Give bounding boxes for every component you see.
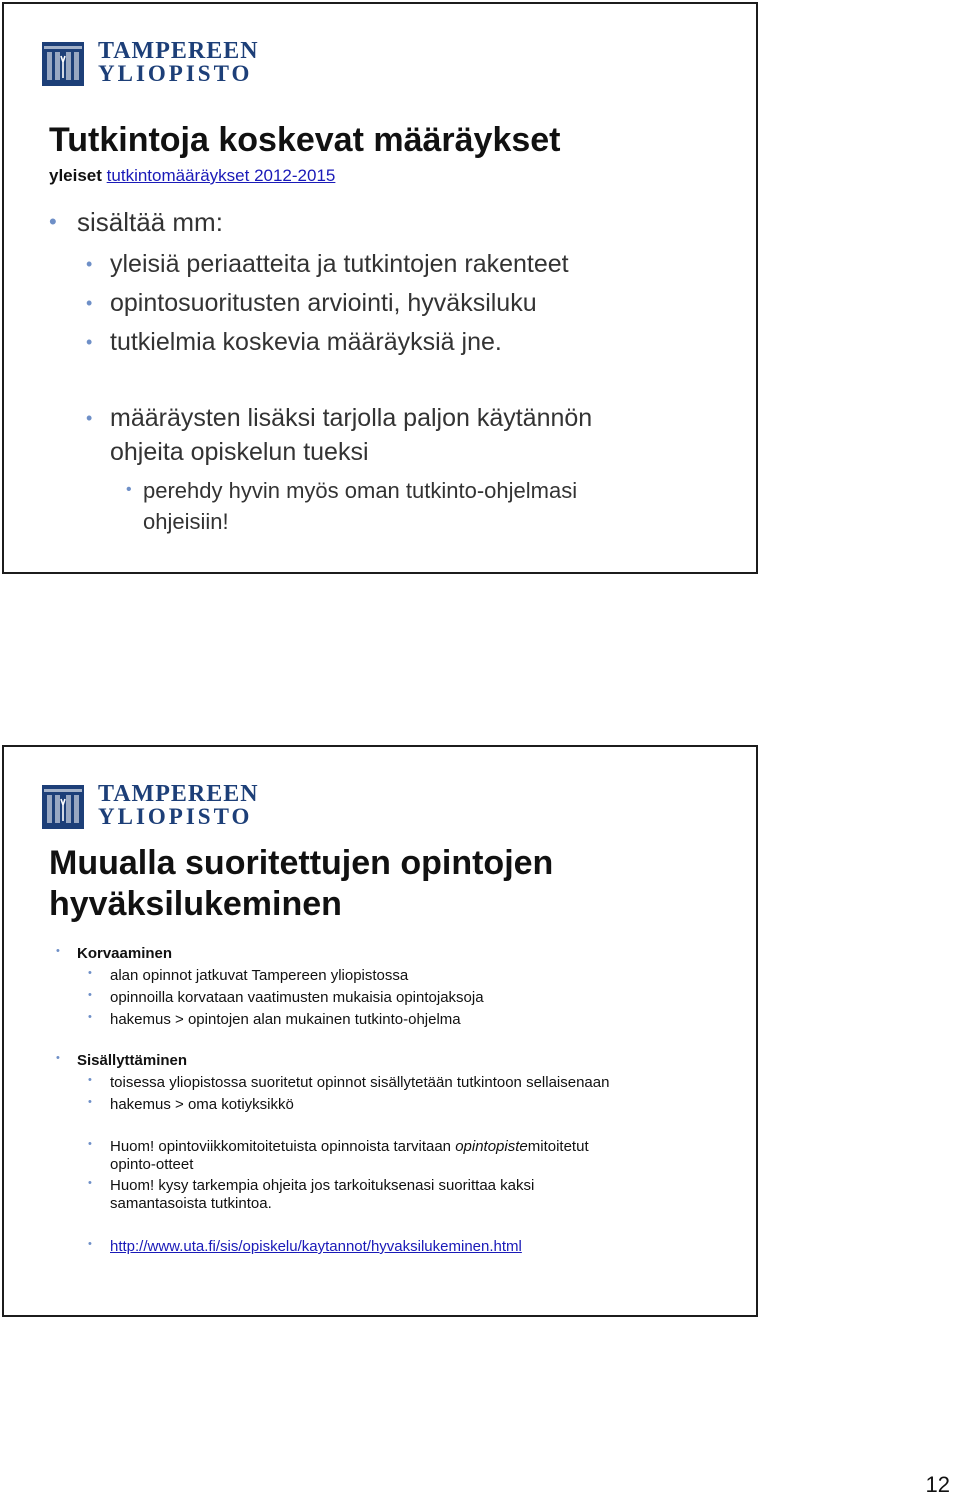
bullet-icon: • [56, 1052, 60, 1064]
list-item: määräysten lisäksi tarjolla paljon käytännön [110, 404, 593, 432]
bullet-icon: • [88, 1138, 92, 1150]
slide-2-title [49, 843, 553, 925]
note-credits: Huom! opintoviikkomitoitetuista opinnoista tarvitaan opintopistemitoitetut [110, 1138, 589, 1155]
slide-2-title-line-2: hyväksilukeminen [49, 885, 342, 923]
university-wordmark [98, 783, 259, 828]
wordmark-line-1: TAMPEREEN [98, 781, 259, 807]
slide-2 [2, 745, 758, 1317]
bullet-icon: • [88, 989, 92, 1001]
list-item: sisältää mm: [77, 207, 223, 237]
note-two-degrees: Huom! kysy tarkempia ohjeita jos tarkoituksenasi suorittaa kaksi [110, 1177, 535, 1194]
bullet-icon: • [88, 967, 92, 979]
bullet-icon: • [56, 945, 60, 957]
bullet-icon: • [88, 1011, 92, 1023]
bullet-icon: • [88, 1096, 92, 1108]
note-two-degrees-continuation: samantasoista tutkintoa. [110, 1195, 272, 1212]
slide-1 [2, 2, 758, 574]
list-item: perehdy hyvin myös oman tutkinto-ohjelmasi [143, 478, 578, 503]
university-wordmark [98, 40, 259, 85]
slide-1-title: Tutkintoja koskevat määräykset [49, 121, 561, 159]
university-emblem-icon [42, 42, 84, 86]
university-logo [42, 38, 274, 92]
list-item: hakemus > opintojen alan mukainen tutkinto-ohjelma [110, 1011, 461, 1028]
bullet-icon: • [126, 481, 132, 498]
list-item: opintosuoritusten arviointi, hyväksiluku [110, 289, 537, 317]
bullet-icon: • [86, 332, 93, 352]
credit-transfer-url [110, 1238, 522, 1256]
slide-2-title-line-1: Muualla suoritettujen opintojen [49, 844, 554, 882]
bullet-icon: • [88, 1238, 92, 1250]
regulations-link[interactable]: tutkintomääräykset 2012-2015 [106, 166, 336, 185]
list-item: hakemus > oma kotiyksikkö [110, 1096, 294, 1113]
bullet-icon: • [88, 1177, 92, 1189]
bullet-icon: • [88, 1074, 92, 1086]
bullet-icon: • [86, 293, 93, 313]
section-heading-korvaaminen: Korvaaminen [77, 945, 173, 962]
bullet-icon: • [86, 254, 93, 274]
subtitle-prefix: yleiset [49, 166, 102, 185]
page-number: 12 [925, 1472, 950, 1497]
bullet-icon: • [49, 209, 57, 234]
university-logo [42, 781, 274, 835]
bullet-icon: • [86, 408, 93, 428]
note-credits-continuation: opinto-otteet [110, 1156, 194, 1173]
wordmark-line-2: YLIOPISTO [98, 61, 253, 86]
slide-1-subtitle [49, 166, 335, 186]
list-item-continuation: ohjeisiin! [143, 509, 229, 534]
wordmark-line-1: TAMPEREEN [98, 38, 259, 64]
credit-transfer-link[interactable]: http://www.uta.fi/sis/opiskelu/kaytannot/hyvaksilukeminen.html [110, 1238, 522, 1255]
list-item: toisessa yliopistossa suoritetut opinnot sisällytetään tutkintoon sellaisenaan [110, 1074, 610, 1091]
list-item: alan opinnot jatkuvat Tampereen yliopistossa [110, 967, 409, 984]
list-item-continuation: ohjeita opiskelun tueksi [110, 438, 369, 466]
list-item: yleisiä periaatteita ja tutkintojen rakenteet [110, 250, 569, 278]
list-item: opinnoilla korvataan vaatimusten mukaisia opintojaksoja [110, 989, 484, 1006]
wordmark-line-2: YLIOPISTO [98, 804, 253, 829]
list-item: tutkielmia koskevia määräyksiä jne. [110, 328, 502, 356]
university-emblem-icon [42, 785, 84, 829]
section-heading-sisallyttaminen: Sisällyttäminen [77, 1052, 188, 1069]
